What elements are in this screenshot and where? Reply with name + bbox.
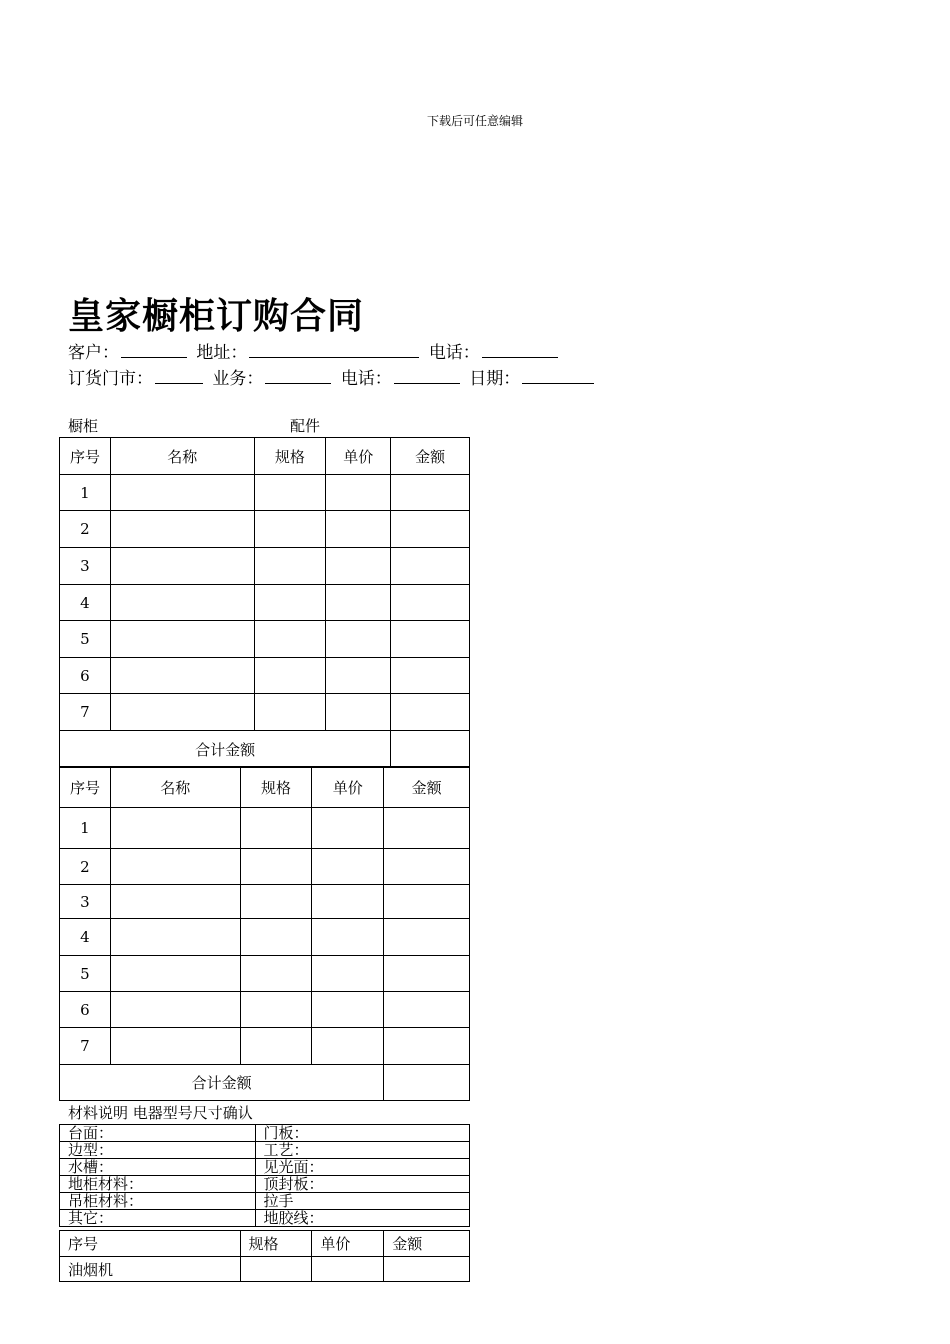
row-number: 2 [60, 849, 111, 885]
cell[interactable] [312, 1028, 384, 1065]
cell[interactable] [240, 1257, 312, 1282]
cell[interactable] [384, 1028, 470, 1065]
material-item[interactable]: 顶封板： [255, 1176, 469, 1193]
cell[interactable] [254, 658, 326, 694]
material-item[interactable]: 拉手 [255, 1193, 469, 1210]
cell[interactable] [240, 956, 312, 992]
header-cell: 规格 [240, 1231, 312, 1257]
cell[interactable] [254, 511, 326, 548]
row-number: 5 [60, 621, 111, 658]
cell[interactable] [312, 885, 384, 919]
materials-table [59, 1124, 470, 1227]
header-cell: 金额 [384, 1231, 470, 1257]
cell[interactable] [240, 1028, 312, 1065]
cell[interactable] [240, 849, 312, 885]
cell[interactable] [384, 919, 470, 956]
material-item[interactable]: 水槽： [60, 1159, 256, 1176]
cell[interactable] [326, 694, 391, 731]
material-item[interactable]: 地柜材料： [60, 1176, 256, 1193]
header-cell: 名称 [110, 438, 254, 475]
row-number: 1 [60, 808, 111, 849]
appliance-table [59, 1230, 470, 1282]
cell[interactable] [384, 1257, 470, 1282]
total-value[interactable] [384, 1065, 470, 1101]
header-cell: 序号 [60, 767, 111, 808]
cell[interactable] [312, 849, 384, 885]
material-item[interactable]: 见光面： [255, 1159, 469, 1176]
cell[interactable] [326, 548, 391, 585]
phone2-label: 电话： [340, 369, 392, 389]
cell[interactable] [254, 585, 326, 621]
cell[interactable] [110, 919, 240, 956]
material-item[interactable]: 工艺： [255, 1142, 469, 1159]
cell[interactable] [391, 475, 470, 511]
cell[interactable] [240, 885, 312, 919]
header-cell: 名称 [110, 767, 240, 808]
cell[interactable] [110, 694, 254, 731]
cell[interactable] [326, 585, 391, 621]
cell[interactable] [240, 992, 312, 1028]
row-number: 4 [60, 585, 111, 621]
header-cell: 规格 [254, 438, 326, 475]
cell[interactable] [254, 694, 326, 731]
date-field[interactable] [522, 369, 594, 384]
cell[interactable] [110, 621, 254, 658]
cell[interactable] [384, 992, 470, 1028]
header-cell: 单价 [312, 1231, 384, 1257]
phone2-field[interactable] [394, 369, 460, 384]
phone-label: 电话： [428, 343, 480, 363]
cell[interactable] [391, 585, 470, 621]
cell[interactable] [391, 511, 470, 548]
cell[interactable] [110, 585, 254, 621]
material-item[interactable]: 台面： [60, 1125, 256, 1142]
cell[interactable] [326, 511, 391, 548]
store-label: 订货门市： [68, 369, 153, 389]
cell[interactable] [326, 621, 391, 658]
cell[interactable] [240, 808, 312, 849]
cell[interactable] [110, 849, 240, 885]
cell[interactable] [254, 475, 326, 511]
cell[interactable] [110, 511, 254, 548]
cell[interactable] [326, 658, 391, 694]
cell[interactable] [110, 548, 254, 585]
phone-field[interactable] [482, 343, 558, 358]
cell[interactable] [391, 694, 470, 731]
customer-label: 客户： [68, 343, 119, 363]
material-item[interactable]: 门板： [255, 1125, 469, 1142]
cell[interactable] [240, 919, 312, 956]
total-label: 合计金额 [60, 1065, 384, 1101]
address-label: 地址： [196, 343, 248, 363]
section-parts: 配件 [290, 417, 321, 435]
row-number: 3 [60, 885, 111, 919]
row-number: 7 [60, 694, 111, 731]
cell[interactable] [110, 1028, 240, 1065]
cell[interactable] [312, 919, 384, 956]
top-note: 下载后可任意编辑 [426, 114, 523, 128]
customer-field[interactable] [121, 343, 187, 358]
row-number: 5 [60, 956, 111, 992]
page-title: 皇家橱柜订购合同 [68, 296, 365, 337]
cabinet-table [59, 437, 470, 768]
material-item[interactable]: 地胶线： [255, 1210, 469, 1227]
appliance-name: 油烟机 [60, 1257, 241, 1282]
row-number: 3 [60, 548, 111, 585]
row-number: 6 [60, 658, 111, 694]
cell[interactable] [110, 658, 254, 694]
cell[interactable] [110, 992, 240, 1028]
materials-title: 材料说明 电器型号尺寸确认 [68, 1104, 253, 1122]
cell[interactable] [384, 849, 470, 885]
date-label: 日期： [469, 369, 521, 389]
total-value[interactable] [391, 731, 470, 768]
cell[interactable] [384, 808, 470, 849]
cell[interactable] [326, 475, 391, 511]
sales-label: 业务： [212, 369, 264, 389]
info-line-2 [68, 364, 598, 389]
row-number: 4 [60, 919, 111, 956]
address-field[interactable] [249, 343, 419, 358]
cell[interactable] [110, 475, 254, 511]
cell[interactable] [110, 956, 240, 992]
sales-field[interactable] [265, 369, 331, 384]
header-cell: 单价 [312, 767, 384, 808]
total-label: 合计金额 [60, 731, 391, 768]
material-item[interactable]: 其它： [60, 1210, 256, 1227]
cell[interactable] [384, 885, 470, 919]
cell[interactable] [312, 992, 384, 1028]
row-number: 7 [60, 1028, 111, 1065]
info-line-1 [68, 338, 562, 363]
parts-table [59, 766, 470, 1101]
header-cell: 金额 [391, 438, 470, 475]
cell[interactable] [110, 885, 240, 919]
header-cell: 金额 [384, 767, 470, 808]
cell[interactable] [391, 658, 470, 694]
cell[interactable] [391, 621, 470, 658]
store-field[interactable] [155, 369, 203, 384]
cell[interactable] [110, 808, 240, 849]
cell[interactable] [254, 621, 326, 658]
header-cell: 序号 [60, 438, 111, 475]
section-cabinet: 橱柜 [68, 417, 99, 435]
row-number: 6 [60, 992, 111, 1028]
row-number: 2 [60, 511, 111, 548]
row-number: 1 [60, 475, 111, 511]
material-item[interactable]: 吊柜材料： [60, 1193, 256, 1210]
cell[interactable] [312, 956, 384, 992]
cell[interactable] [254, 548, 326, 585]
header-cell: 单价 [326, 438, 391, 475]
header-cell: 规格 [240, 767, 312, 808]
cell[interactable] [312, 808, 384, 849]
cell[interactable] [384, 956, 470, 992]
cell[interactable] [391, 548, 470, 585]
material-item[interactable]: 边型： [60, 1142, 256, 1159]
cell[interactable] [312, 1257, 384, 1282]
header-cell: 序号 [60, 1231, 241, 1257]
